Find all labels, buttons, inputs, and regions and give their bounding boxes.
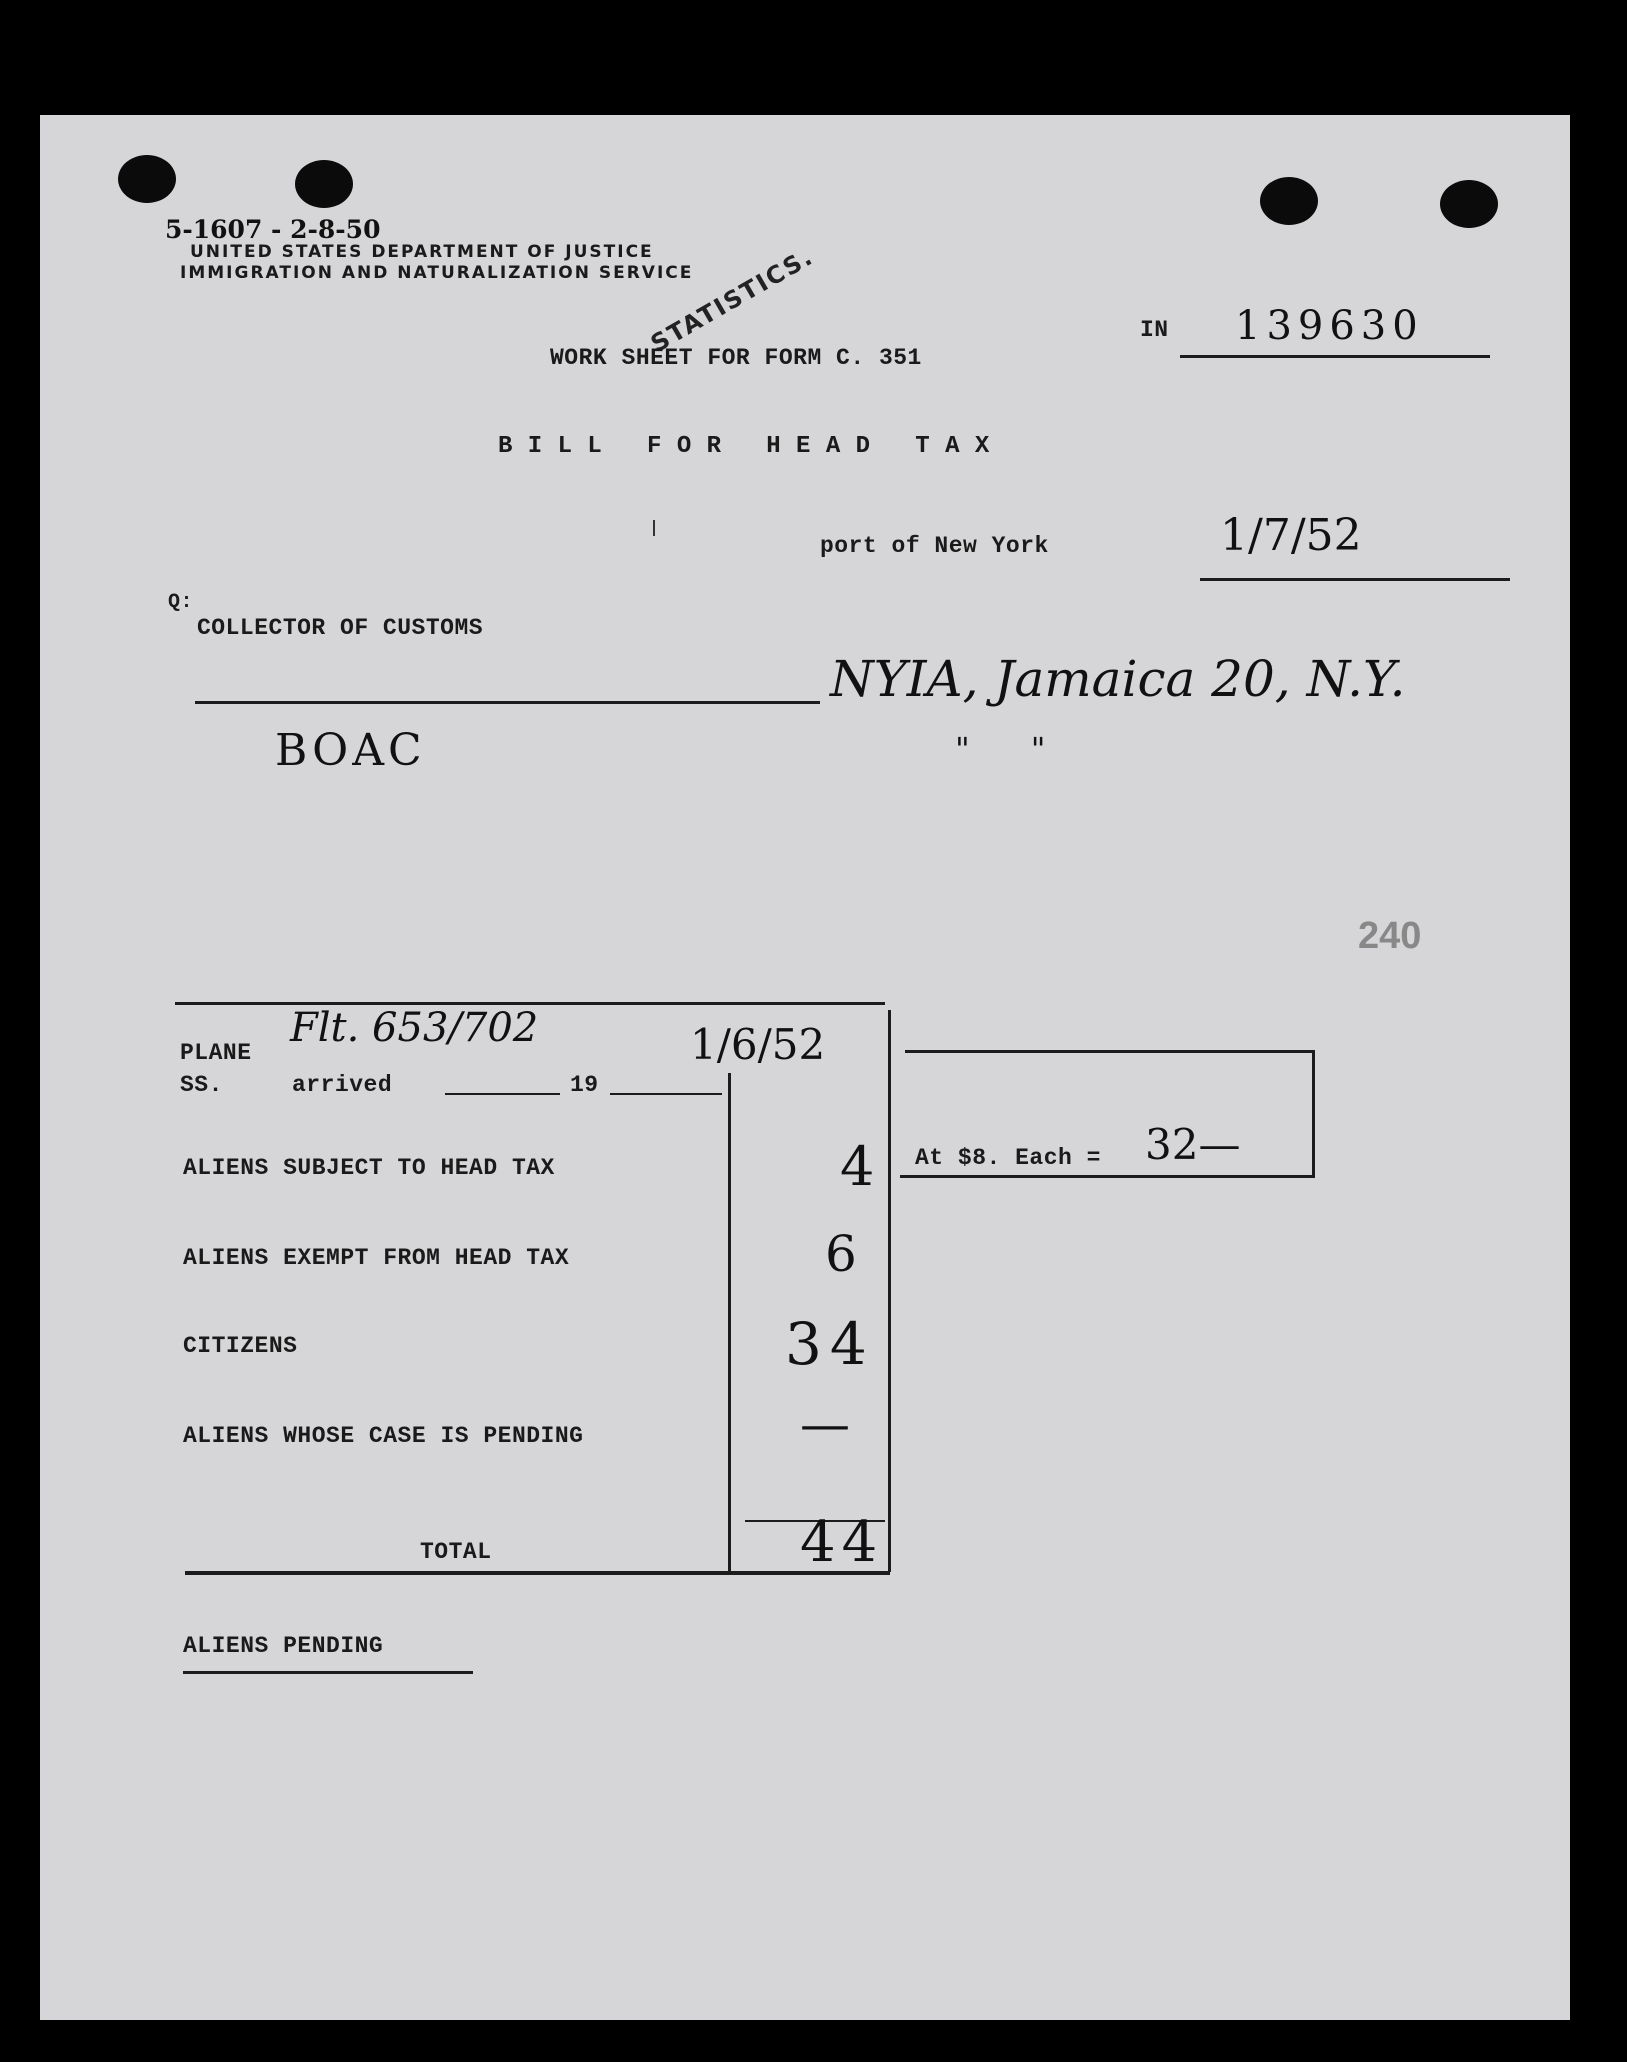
collector-label: COLLECTOR OF CUSTOMS xyxy=(197,615,484,641)
table-bottom-line xyxy=(185,1571,890,1575)
to-label: Q: xyxy=(168,591,194,614)
row-label-subject: ALIENS SUBJECT TO HEAD TAX xyxy=(183,1155,555,1181)
total-value: 44 xyxy=(800,1510,884,1575)
row-value-citizens: 34 xyxy=(785,1310,875,1378)
aliens-pending-underline xyxy=(183,1671,473,1674)
bill-title: B I L L F O R H E A D T A X xyxy=(498,433,990,460)
tick-mark xyxy=(653,520,655,536)
punch-hole xyxy=(295,160,353,208)
row-label-pending: ALIENS WHOSE CASE IS PENDING xyxy=(183,1423,584,1449)
column-divider-left xyxy=(728,1073,731,1571)
in-label: IN xyxy=(1140,317,1169,343)
document-page xyxy=(40,115,1570,2020)
statistics-stamp: STATISTICS. xyxy=(646,242,819,358)
tax-box-right xyxy=(1312,1050,1315,1178)
punch-hole xyxy=(1260,177,1318,225)
tax-amount: 32— xyxy=(1145,1120,1241,1169)
flight-number: Flt. 653/702 xyxy=(290,1005,539,1051)
port-date: 1/7/52 xyxy=(1220,510,1362,561)
row-value-subject: 4 xyxy=(840,1135,875,1198)
arrival-date: 1/6/52 xyxy=(690,1020,826,1069)
row-label-citizens: CITIZENS xyxy=(183,1333,298,1359)
arrived-label: arrived xyxy=(292,1072,393,1098)
row-value-exempt: 6 xyxy=(825,1225,857,1283)
arrived-blank xyxy=(445,1093,560,1095)
in-underline xyxy=(1180,355,1490,358)
tax-box-top xyxy=(905,1050,1315,1053)
total-label: TOTAL xyxy=(420,1539,492,1565)
ss-label: SS. xyxy=(180,1072,223,1098)
port-label: port of New York xyxy=(820,533,1049,559)
ditto-marks: " " xyxy=(955,730,1046,768)
year-prefix: 19 xyxy=(570,1072,599,1098)
agency-line-2: IMMIGRATION AND NATURALIZATION SERVICE xyxy=(180,263,694,283)
punch-hole xyxy=(118,155,176,203)
stamped-number: 240 xyxy=(1358,915,1422,957)
punch-hole xyxy=(1440,180,1498,228)
work-sheet-title: WORK SHEET FOR FORM C. 351 xyxy=(550,345,922,371)
plane-label: PLANE xyxy=(180,1040,252,1066)
carrier-name: BOAC xyxy=(275,725,426,776)
address-line xyxy=(195,701,820,704)
tax-box-bottom xyxy=(900,1175,1315,1178)
row-value-pending: — xyxy=(800,1395,850,1453)
location: NYIA, Jamaica 20, N.Y. xyxy=(830,650,1406,708)
tax-rate-label: At $8. Each = xyxy=(915,1145,1101,1171)
in-number: 139630 xyxy=(1235,303,1424,349)
year-blank xyxy=(610,1093,722,1095)
agency-line-1: UNITED STATES DEPARTMENT OF JUSTICE xyxy=(190,242,654,262)
date-underline xyxy=(1200,578,1510,581)
column-divider-right xyxy=(888,1010,891,1572)
row-label-exempt: ALIENS EXEMPT FROM HEAD TAX xyxy=(183,1245,570,1271)
aliens-pending-label: ALIENS PENDING xyxy=(183,1633,384,1659)
form-code: 5-1607 - 2-8-50 xyxy=(165,215,381,244)
